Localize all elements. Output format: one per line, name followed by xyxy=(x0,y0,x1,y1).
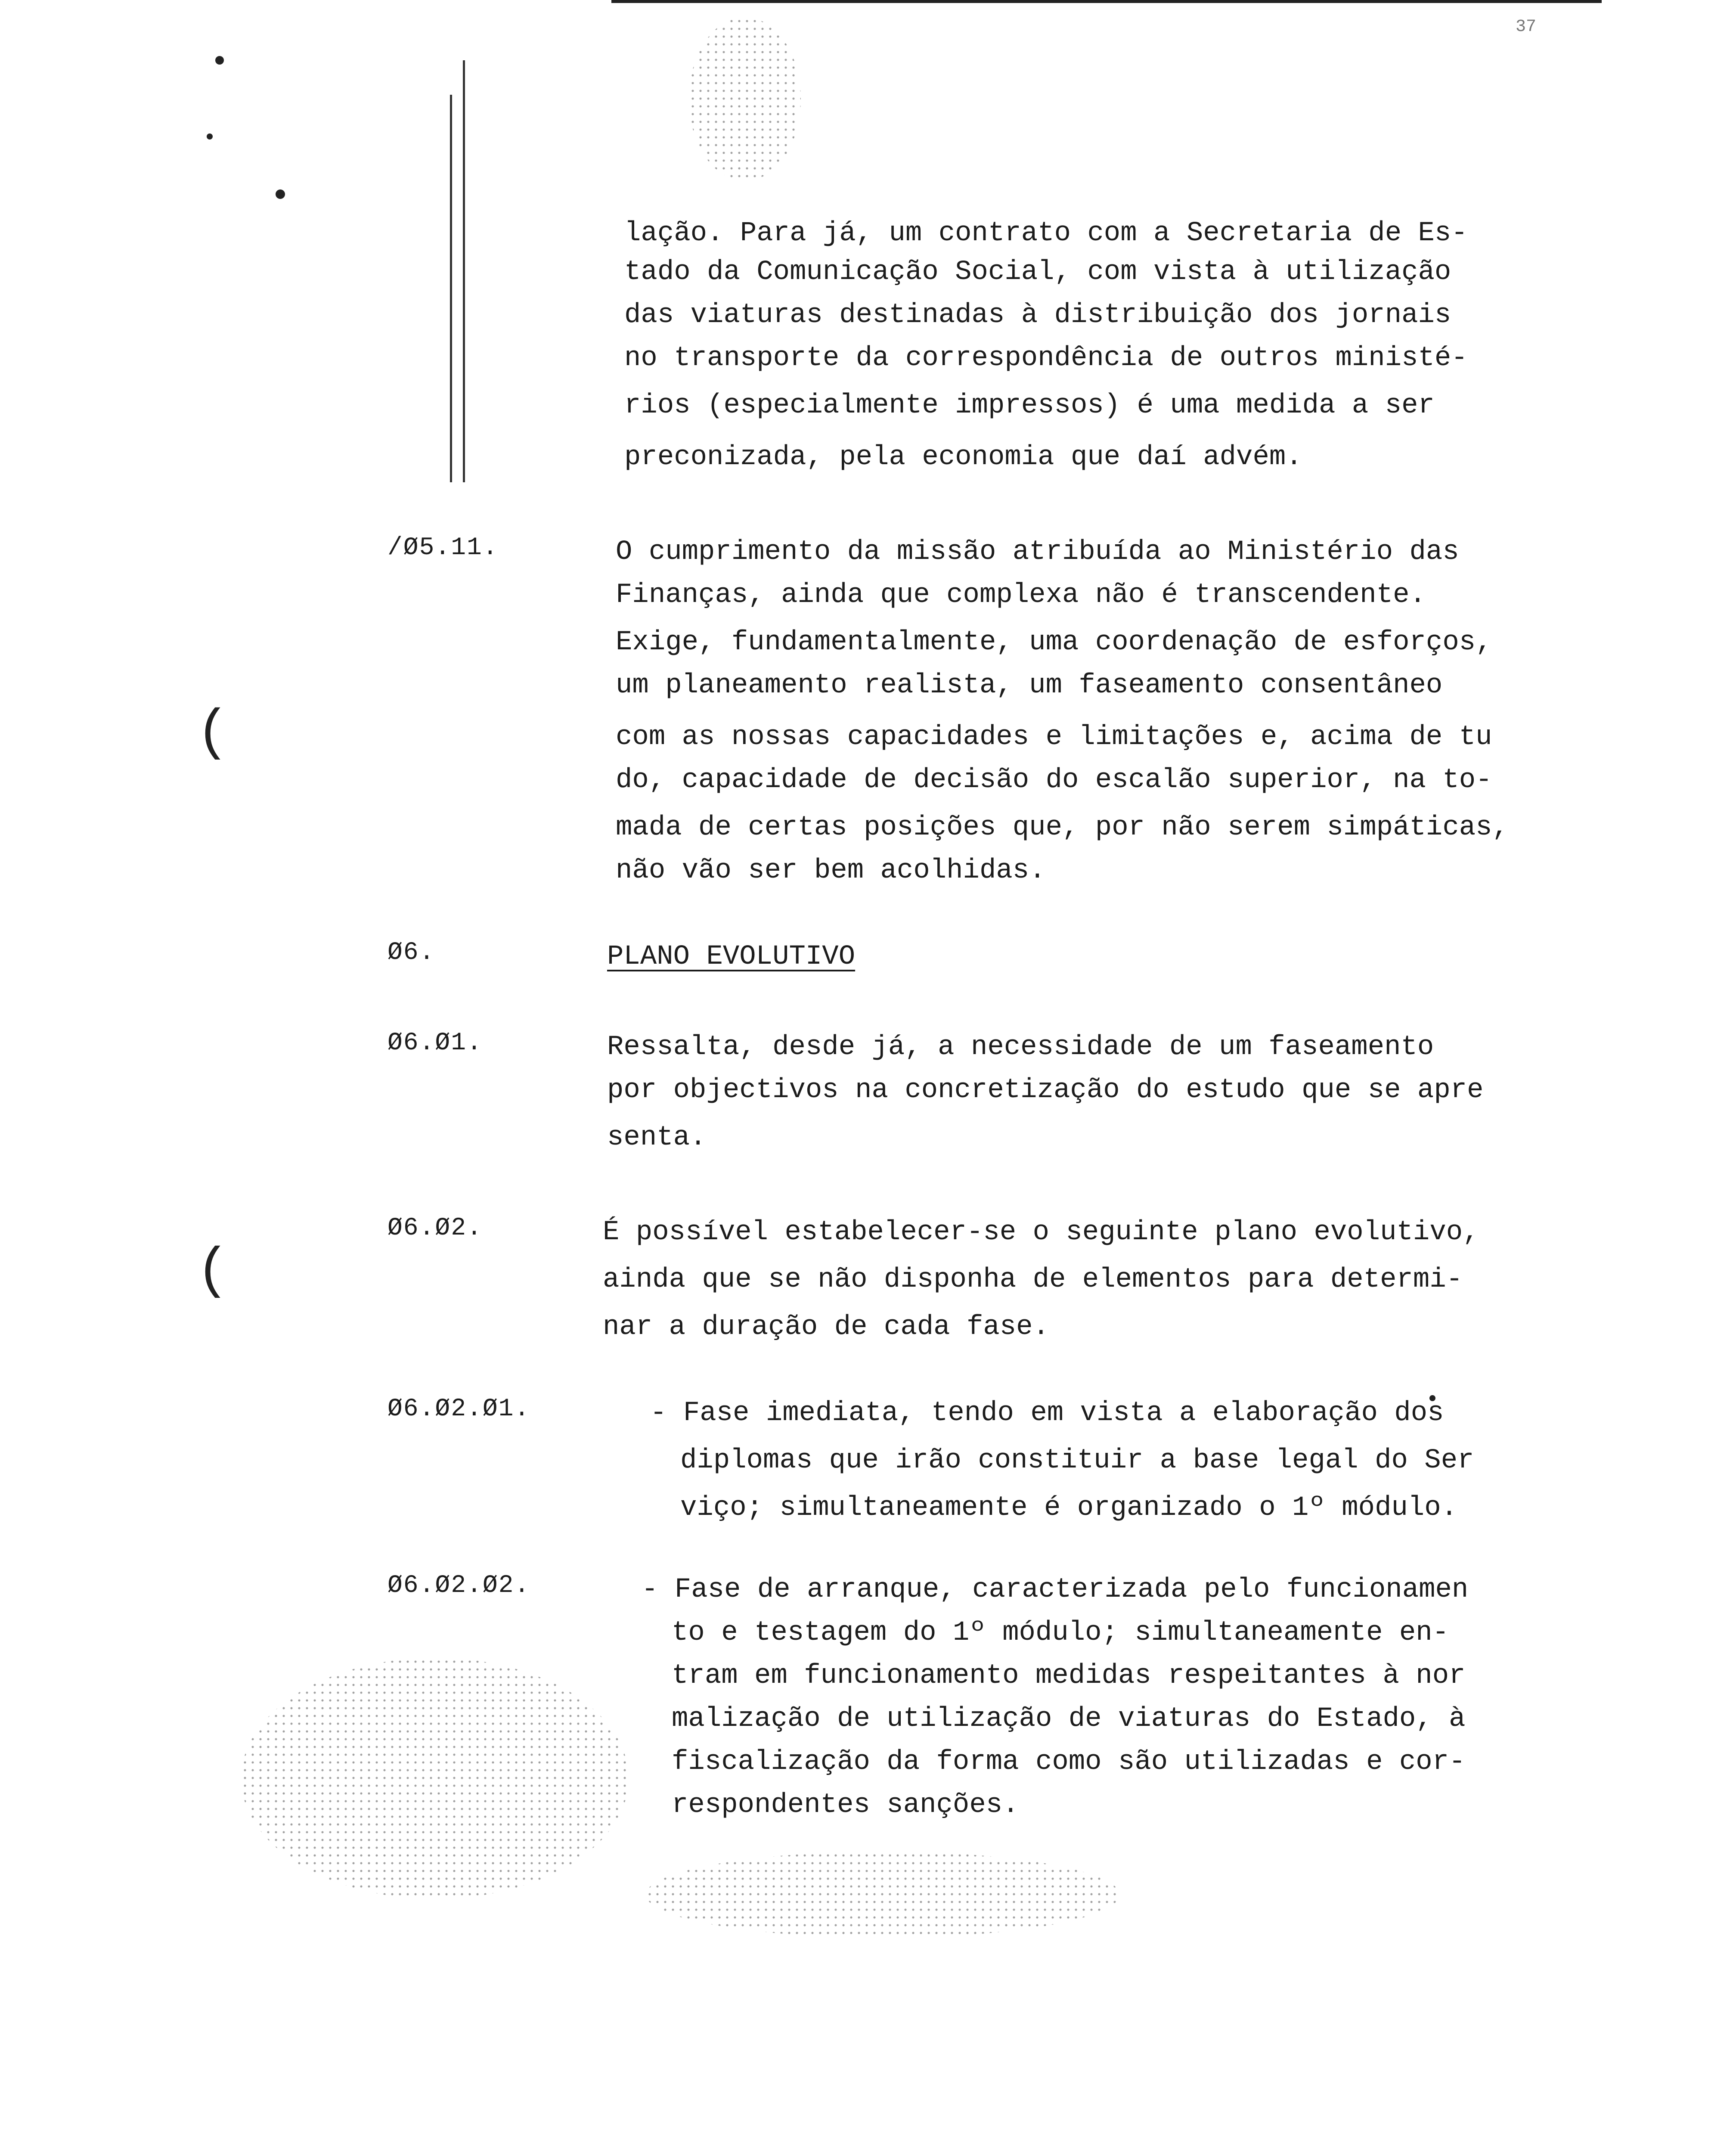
text-line: viço; simultaneamente é organizado o 1º módulo. xyxy=(680,1492,1458,1523)
text-line: com as nossas capacidades e limitações e, acima de tu xyxy=(616,722,1492,753)
scan-noise xyxy=(646,1852,1119,1938)
section-number: Ø6.Ø2. xyxy=(388,1214,483,1242)
text-line: - Fase de arranque, caracterizada pelo funcionamen xyxy=(642,1574,1469,1605)
text-line: mada de certas posições que, por não serem simpáticas, xyxy=(616,812,1509,843)
text-line: O cumprimento da missão atribuída ao Ministério das xyxy=(616,537,1459,568)
scan-speck xyxy=(276,189,285,199)
section-number: /Ø5.11. xyxy=(388,534,499,562)
scan-speck xyxy=(215,56,224,65)
scan-noise xyxy=(241,1658,629,1899)
section-number: Ø6.Ø2.Ø2. xyxy=(388,1572,530,1600)
top-rule xyxy=(611,0,1602,3)
text-line: É possível estabelecer-se o seguinte plano evolutivo, xyxy=(603,1217,1479,1248)
text-line: diplomas que irão constituir a base legal do Ser xyxy=(680,1445,1474,1476)
text-line: Ressalta, desde já, a necessidade de um faseamento xyxy=(607,1032,1434,1063)
text-line: das viaturas destinadas à distribuição dos jornais xyxy=(624,300,1451,331)
scan-noise xyxy=(689,17,801,181)
text-line: rios (especialmente impressos) é uma medida a ser xyxy=(624,390,1435,421)
text-line: ainda que se não disponha de elementos para determi- xyxy=(603,1264,1463,1295)
text-line: preconizada, pela economia que daí advém. xyxy=(624,442,1302,473)
page-number: 37 xyxy=(1516,17,1537,37)
text-line: tram em funcionamento medidas respeitantes à nor xyxy=(672,1660,1466,1691)
text-line: do, capacidade de decisão do escalão superior, na to- xyxy=(616,765,1492,796)
section-title: PLANO EVOLUTIVO xyxy=(607,941,856,972)
margin-bar xyxy=(450,95,452,482)
text-line: no transporte da correspondência de outros ministé- xyxy=(624,343,1468,374)
text-line: - Fase imediata, tendo em vista a elaboração dos xyxy=(650,1398,1444,1429)
scan-mark: ( xyxy=(196,702,230,765)
text-line: respondentes sanções. xyxy=(672,1790,1019,1821)
text-line: por objectivos na concretização do estudo que se apre xyxy=(607,1075,1484,1106)
text-line: nar a duração de cada fase. xyxy=(603,1312,1049,1343)
text-line: lação. Para já, um contrato com a Secretaria de Es- xyxy=(624,218,1468,249)
text-line: fiscalização da forma como são utilizadas e cor- xyxy=(672,1747,1466,1778)
scan-speck xyxy=(207,133,213,140)
margin-bar xyxy=(463,60,465,482)
text-line: Exige, fundamentalmente, uma coordenação de esforços, xyxy=(616,627,1492,658)
section-number: Ø6.Ø1. xyxy=(388,1029,483,1057)
text-line: um planeamento realista, um faseamento consentâneo xyxy=(616,670,1443,701)
section-number: Ø6.Ø2.Ø1. xyxy=(388,1395,530,1423)
section-number: Ø6. xyxy=(388,939,435,967)
text-line: to e testagem do 1º módulo; simultaneamente en- xyxy=(672,1617,1449,1648)
text-line: tado da Comunicação Social, com vista à utilização xyxy=(624,257,1451,288)
scan-mark: ( xyxy=(196,1240,230,1303)
text-line: senta. xyxy=(607,1122,707,1153)
text-line: Finanças, ainda que complexa não é transcendente. xyxy=(616,580,1426,611)
text-line: malização de utilização de viaturas do Estado, à xyxy=(672,1703,1466,1734)
text-line: não vão ser bem acolhidas. xyxy=(616,855,1046,886)
